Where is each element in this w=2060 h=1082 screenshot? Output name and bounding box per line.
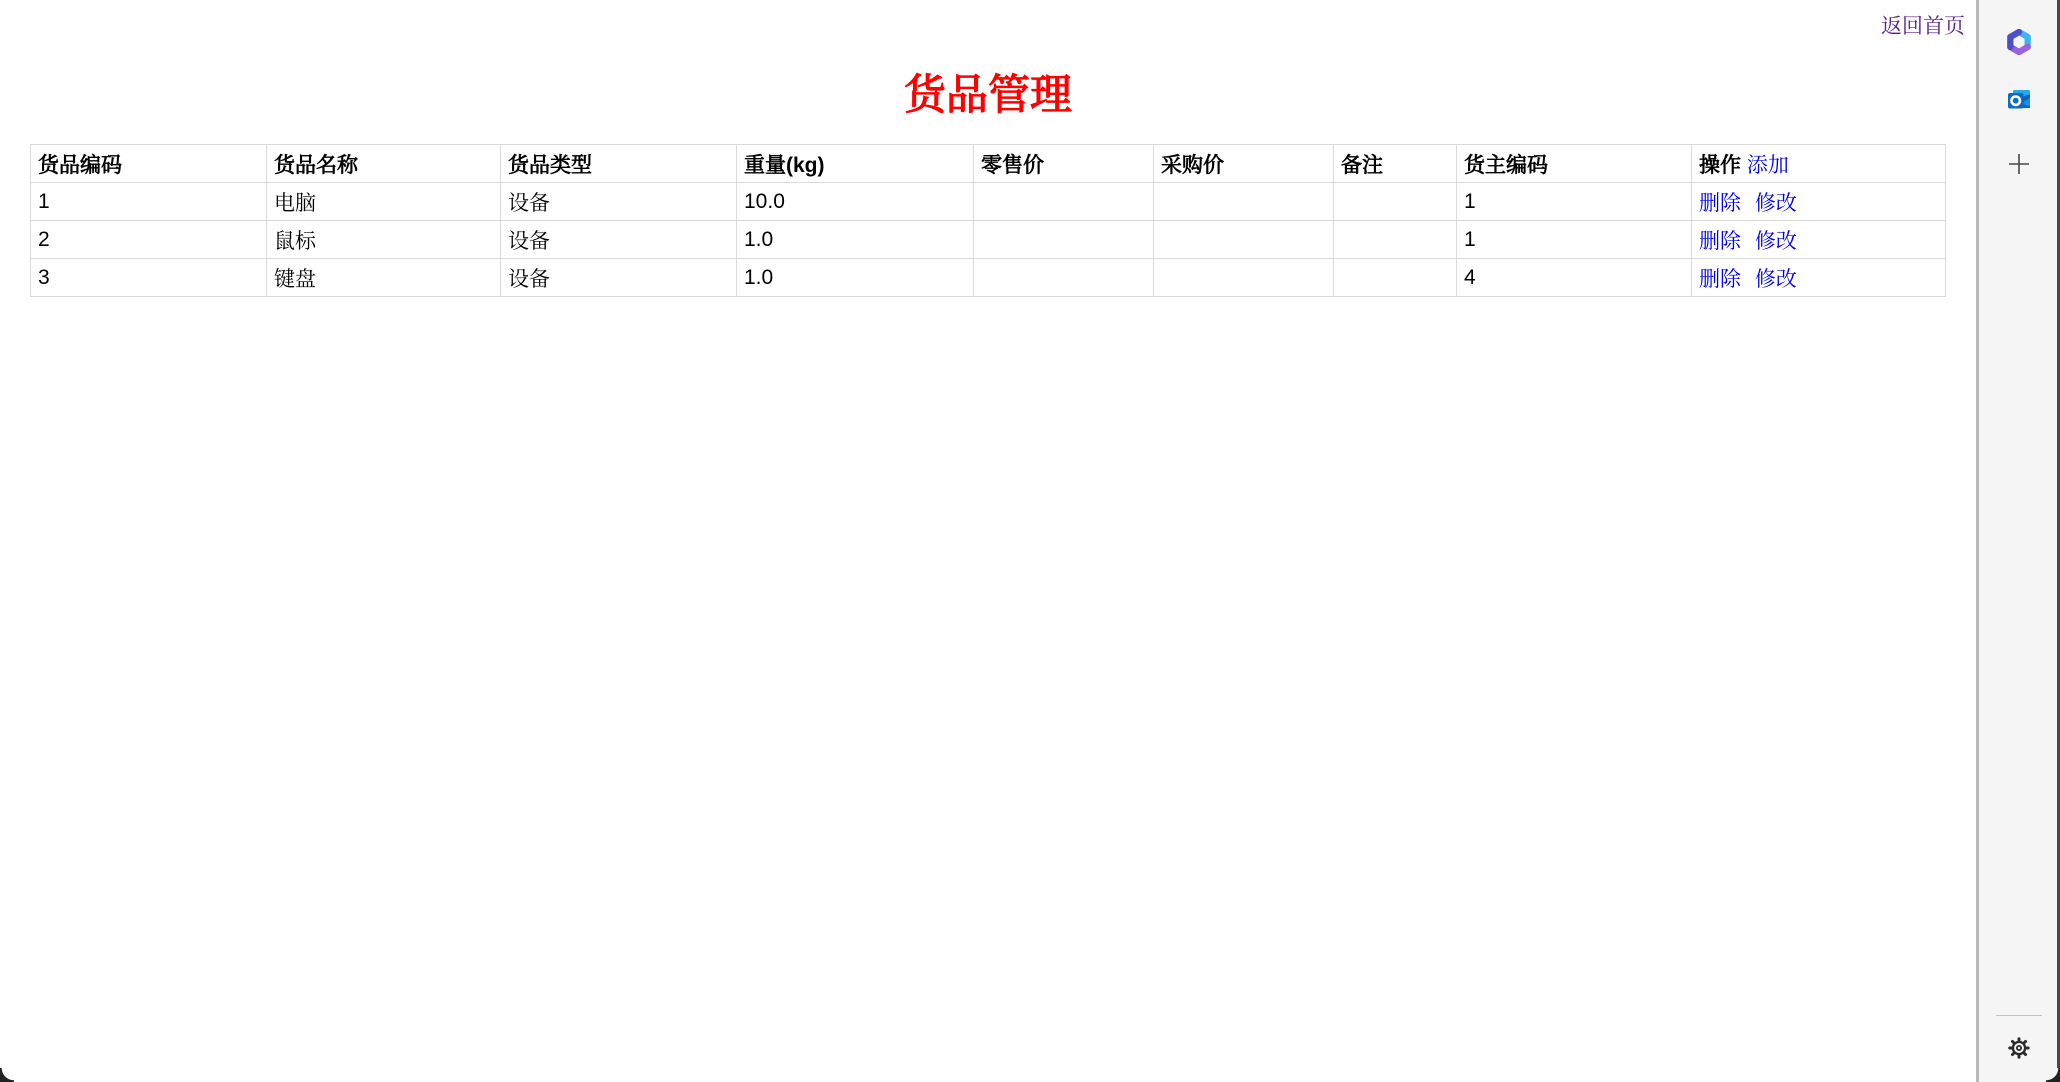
modify-link[interactable]: 修改	[1754, 267, 1797, 291]
cell-goods-type: 设备	[501, 221, 737, 259]
cell-goods-name: 鼠标	[267, 221, 501, 259]
cell-retail-price	[974, 183, 1154, 221]
cell-goods-name: 电脑	[267, 183, 501, 221]
table-row	[31, 183, 1946, 221]
table-header-row	[31, 145, 1946, 183]
delete-link[interactable]: 删除	[1699, 191, 1741, 215]
header-remark: 备注	[1334, 145, 1457, 183]
outlook-icon	[2004, 103, 2034, 118]
cell-remark	[1334, 259, 1457, 297]
header-goods-type: 货品类型	[501, 145, 737, 183]
header-goods-name: 货品名称	[267, 145, 501, 183]
cell-goods-code: 1	[31, 183, 267, 221]
window-corner-bottom-right	[2046, 1068, 2060, 1082]
plus-icon	[2006, 165, 2032, 180]
gear-icon	[2006, 1049, 2032, 1064]
browser-sidebar	[1979, 0, 2057, 1082]
cell-owner-code: 1	[1457, 221, 1692, 259]
cell-weight: 10.0	[737, 183, 974, 221]
cell-owner-code: 1	[1457, 183, 1692, 221]
outlook-sidebar-button[interactable]	[2004, 85, 2034, 115]
cell-remark	[1334, 221, 1457, 259]
header-purchase-price: 采购价	[1154, 145, 1334, 183]
cell-goods-type: 设备	[501, 259, 737, 297]
copilot-sidebar-button[interactable]	[2004, 27, 2034, 57]
return-home-link[interactable]: 返回首页	[1881, 15, 1965, 38]
header-actions-label: 操作	[1699, 153, 1741, 177]
header-weight: 重量(kg)	[737, 145, 974, 183]
modify-link[interactable]: 修改	[1754, 229, 1797, 253]
table-row	[31, 221, 1946, 259]
cell-retail-price	[974, 259, 1154, 297]
header-actions	[1692, 145, 1946, 183]
table-row	[31, 259, 1946, 297]
delete-link[interactable]: 删除	[1699, 267, 1741, 291]
page-title: 货品管理	[903, 71, 1072, 118]
add-sidebar-pane-button[interactable]	[2006, 151, 2032, 177]
cell-remark	[1334, 183, 1457, 221]
header-goods-code: 货品编码	[31, 145, 267, 183]
microsoft-365-copilot-icon	[2004, 45, 2034, 60]
cell-retail-price	[974, 221, 1154, 259]
add-link[interactable]: 添加	[1746, 153, 1789, 177]
sidebar-bottom-divider	[1996, 1015, 2042, 1016]
cell-weight: 1.0	[737, 221, 974, 259]
goods-table	[30, 144, 1946, 297]
header-retail-price: 零售价	[974, 145, 1154, 183]
cell-actions	[1692, 183, 1946, 221]
window-corner-bottom-left	[0, 1068, 14, 1082]
modify-link[interactable]: 修改	[1754, 191, 1797, 215]
cell-owner-code: 4	[1457, 259, 1692, 297]
cell-goods-code: 3	[31, 259, 267, 297]
cell-weight: 1.0	[737, 259, 974, 297]
header-owner-code: 货主编码	[1457, 145, 1692, 183]
cell-goods-type: 设备	[501, 183, 737, 221]
cell-actions	[1692, 259, 1946, 297]
cell-purchase-price	[1154, 259, 1334, 297]
sidebar-settings-button[interactable]	[2006, 1035, 2032, 1061]
cell-actions	[1692, 221, 1946, 259]
cell-goods-name: 键盘	[267, 259, 501, 297]
cell-purchase-price	[1154, 183, 1334, 221]
home-link-row	[1881, 10, 1965, 40]
cell-purchase-price	[1154, 221, 1334, 259]
delete-link[interactable]: 删除	[1699, 229, 1741, 253]
cell-goods-code: 2	[31, 221, 267, 259]
